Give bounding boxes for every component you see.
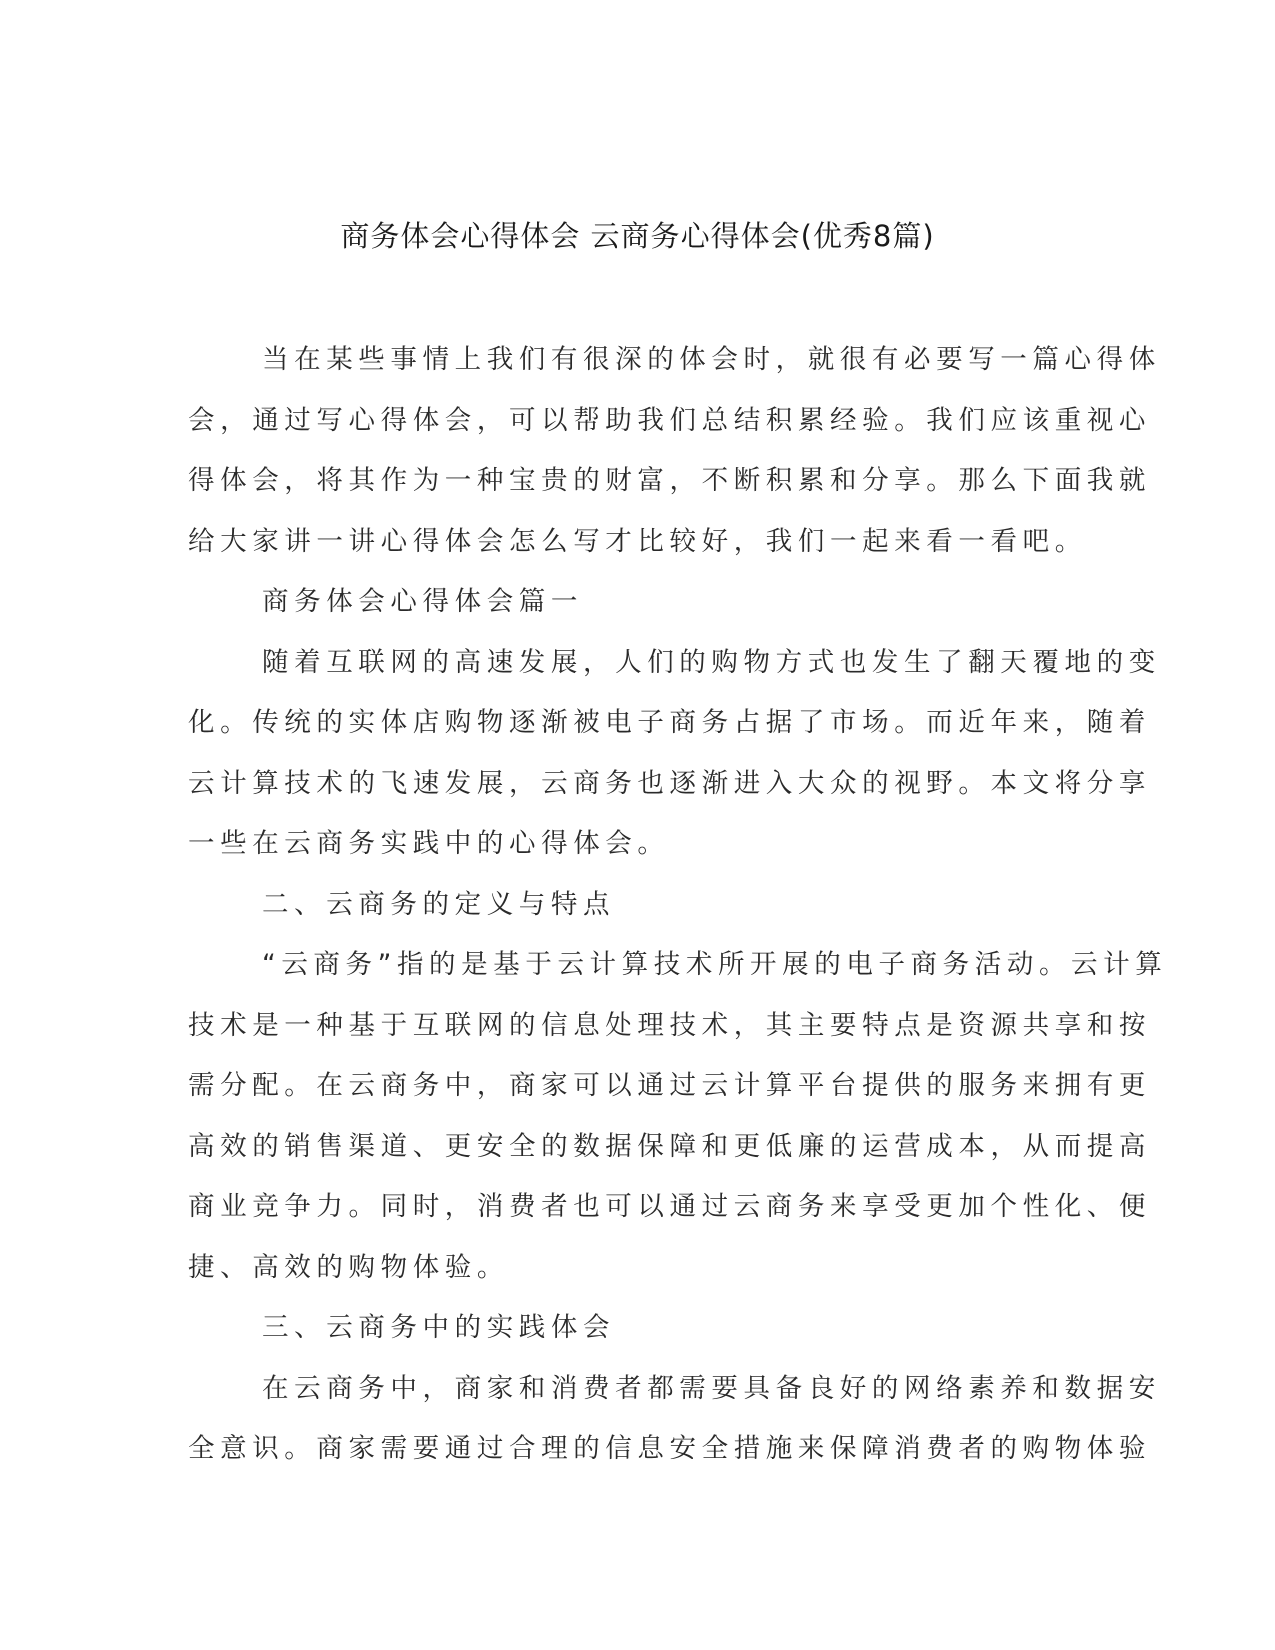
text-line: 二、云商务的定义与特点 — [262, 888, 616, 920]
text-line: 全意识。商家需要通过合理的信息安全措施来保障消费者的购物体验 — [188, 1433, 1151, 1464]
text-line: 捷、高效的购物体验。 — [188, 1251, 509, 1283]
document-body — [188, 330, 1168, 1480]
text-line: 商务体会心得体会篇一 — [262, 586, 583, 617]
text-line: 三、云商务中的实践体会 — [262, 1312, 616, 1343]
text-line: 给大家讲一讲心得体会怎么写才比较好，我们一起来看一看吧。 — [188, 525, 1087, 557]
text-line: 云计算技术的飞速发展，云商务也逐渐进入大众的视野。本文将分享 — [188, 767, 1151, 799]
text-line: 当在某些事情上我们有很深的体会时，就很有必要写一篇心得体 — [262, 344, 1161, 375]
text-line: 需分配。在云商务中，商家可以通过云计算平台提供的服务来拥有更 — [188, 1070, 1151, 1101]
text-line: 得体会，将其作为一种宝贵的财富，不断积累和分享。那么下面我就 — [188, 465, 1151, 496]
text-line: 随着互联网的高速发展，人们的购物方式也发生了翻天覆地的变 — [262, 646, 1161, 678]
text-line: 技术是一种基于互联网的信息处理技术，其主要特点是资源共享和按 — [188, 1009, 1151, 1041]
text-line: 高效的销售渠道、更安全的数据保障和更低廉的运营成本，从而提高 — [188, 1130, 1151, 1162]
text-line: 一些在云商务实践中的心得体会。 — [188, 828, 670, 859]
text-line: 化。传统的实体店购物逐渐被电子商务占据了市场。而近年来，随着 — [188, 707, 1151, 738]
text-line: 在云商务中，商家和消费者都需要具备良好的网络素养和数据安 — [262, 1372, 1161, 1404]
document-title: 商务体会心得体会 云商务心得体会(优秀8篇) — [340, 219, 935, 253]
text-line: 商业竞争力。同时，消费者也可以通过云商务来享受更加个性化、便 — [188, 1191, 1151, 1222]
text-line: 会，通过写心得体会，可以帮助我们总结积累经验。我们应该重视心 — [188, 404, 1151, 436]
text-line: “云商务”指的是基于云计算技术所开展的电子商务活动。云计算 — [262, 949, 1168, 980]
